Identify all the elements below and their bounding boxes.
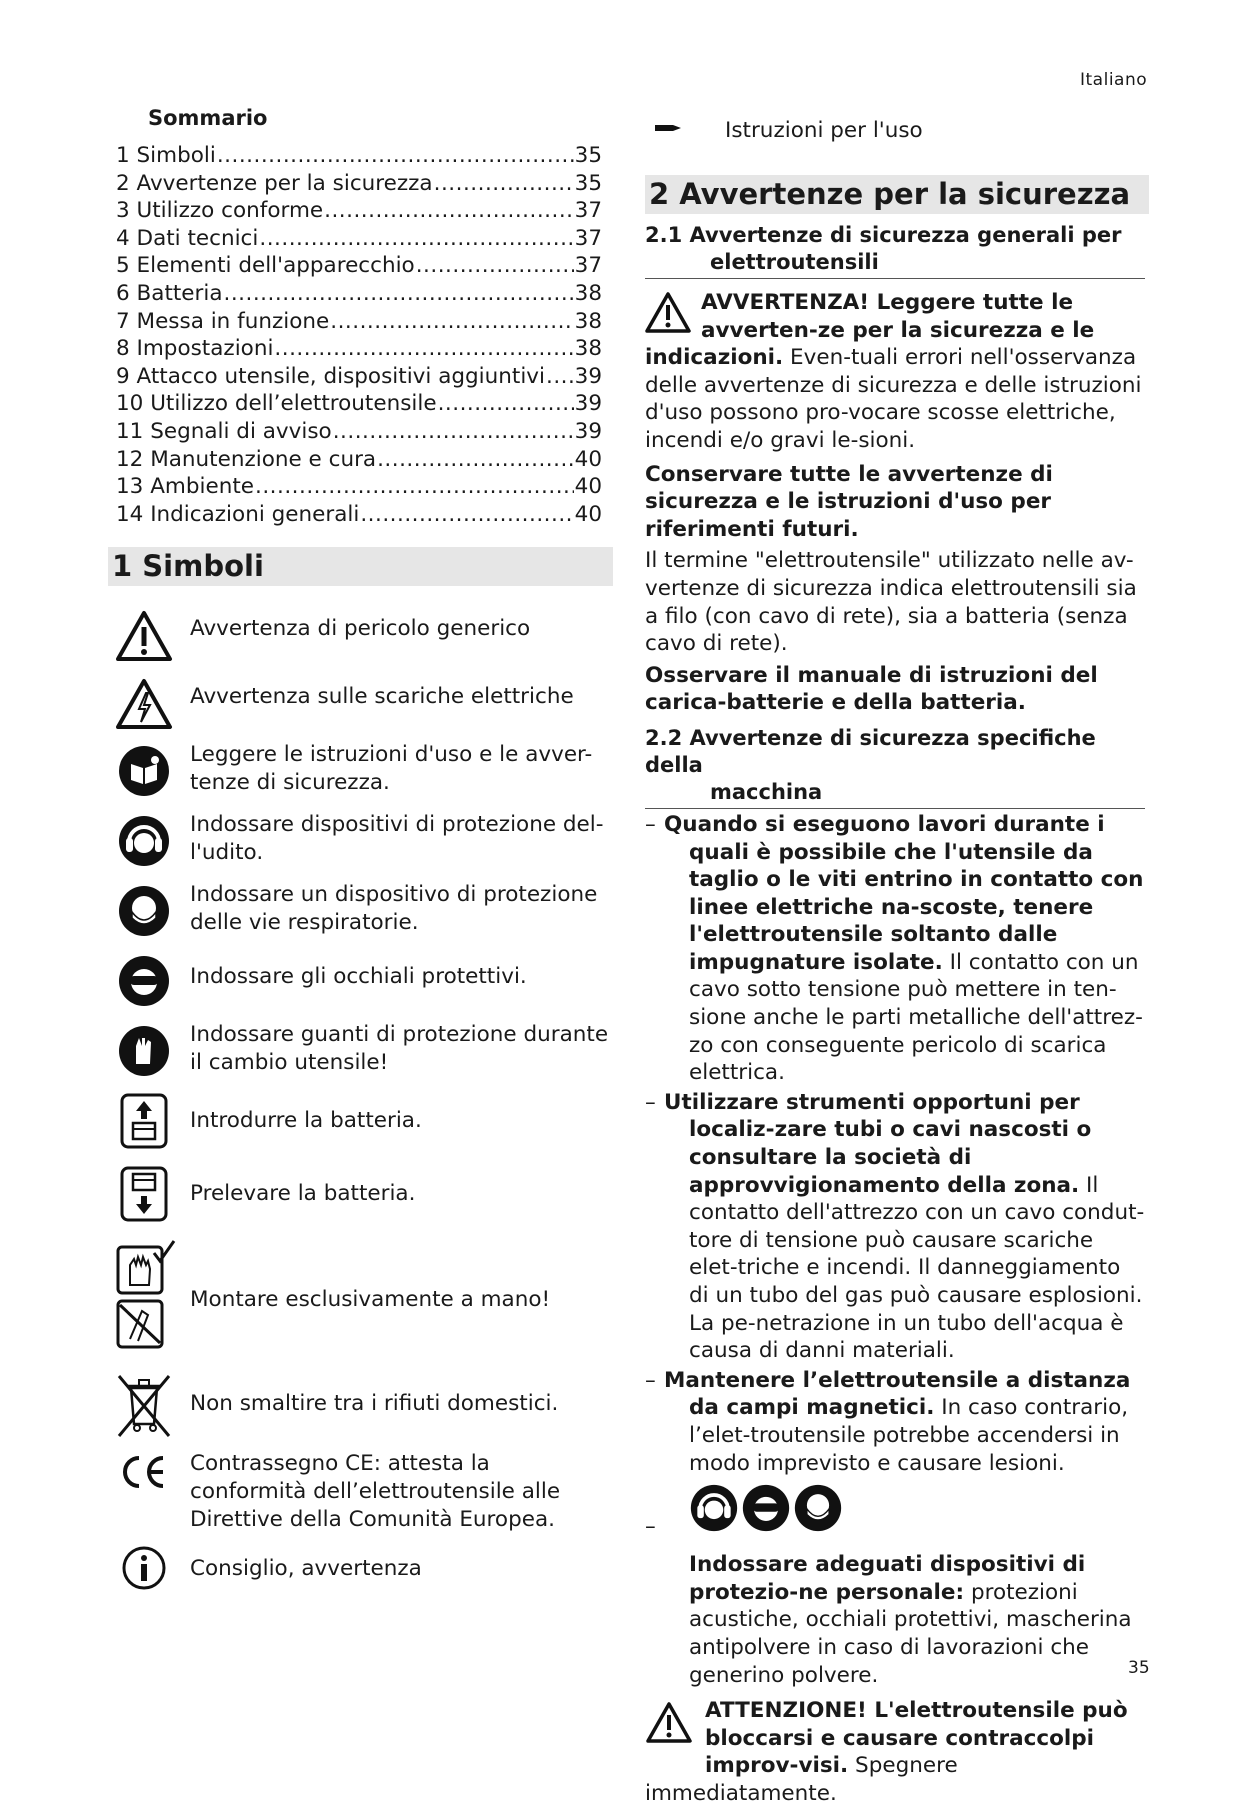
- toc-entry[interactable]: 5 Elementi dell'apparecchio ..... 37: [116, 253, 602, 281]
- eye-protection-icon: [741, 1483, 791, 1539]
- ear-protection-icon: [689, 1483, 739, 1539]
- ear-protection-icon: [108, 805, 180, 877]
- toc-entry[interactable]: 4 Dati tecnici ..... 37: [116, 226, 602, 254]
- remove-battery-icon: [108, 1158, 180, 1230]
- arrow-icon: [655, 120, 681, 139]
- no-household-waste-icon: [108, 1370, 180, 1442]
- safety-content: [645, 222, 1145, 1808]
- respiratory-protection-icon: [108, 875, 180, 947]
- caution-block: ATTENZIONE! L'elettroutensile può bloccarsi e causare contraccolpi improv-visi. Spegnere immediatamente.: [645, 1698, 1128, 1806]
- toc-entry[interactable]: 2 Avvertenze per la sicurezza ..... 35: [116, 171, 602, 199]
- read-manual-icon: [108, 735, 180, 807]
- section-heading-safety: 2 Avvertenze per la sicurezza: [645, 175, 1149, 214]
- electric-warning-icon: [108, 668, 180, 740]
- term-definition-text: Il termine "elettroutensile" utilizzato nelle av-vertenze di sicurezza indica elettroutensili sia a filo (con cavo di rete), sia a batteria (senza cavo di rete).: [645, 548, 1137, 657]
- list-item: – Utilizzare strumenti opportuni per localiz-zare tubi o cavi nascosti o consultare la società di approvvigionamento della zona. Il contatto dell'attrezzo con un cavo condut-tore di tensione può causare scariche elet-triche e incendi. Il danneggiamento di un tubo del gas può causare esplosioni. La pe-netrazione in un tubo dell'acqua è causa di danni materiali.: [645, 1089, 1145, 1364]
- list-item: – Quando si eseguono lavori durante i quali è possibile che l'utensile da taglio o le viti entrino in contatto con linee elettriche na-scoste, tenere l'elettroutensile soltanto dalle impugnature isolate. Il contatto con un cavo sotto tensione può mettere in ten-sione anche le parti metalliche dell'attrez-zo con conseguente pericolo di scarica elettrica.: [645, 811, 1144, 1086]
- toc-entry[interactable]: 9 Attacco utensile, dispositivi aggiuntivi ..... 39: [116, 364, 602, 392]
- toc-entry[interactable]: 8 Impostazioni ..... 38: [116, 336, 602, 364]
- instructions-label: Istruzioni per l'uso: [725, 118, 923, 143]
- table-of-contents: [116, 143, 602, 529]
- warning-triangle-icon: [645, 1701, 705, 1753]
- page-number: 35: [1128, 1658, 1150, 1678]
- charger-manual-text: Osservare il manuale di istruzioni del carica-batterie e della batteria.: [645, 662, 1098, 716]
- toc-entry[interactable]: 13 Ambiente ..... 40: [116, 474, 602, 502]
- info-icon: [108, 1540, 180, 1596]
- toc-title: Sommario: [148, 106, 268, 130]
- toc-entry[interactable]: 12 Manutenzione e cura ..... 40: [116, 447, 602, 475]
- respiratory-protection-icon: [793, 1483, 843, 1539]
- subheading-2-1: 2.1 Avvertenze di sicurezza generali per elettroutensili: [645, 222, 1145, 279]
- subheading-2-2: 2.2 Avvertenze di sicurezza specifiche della macchina: [645, 725, 1145, 809]
- keep-instructions-text: Conservare tutte le avvertenze di sicurezza e le istruzioni d'uso per riferimenti futuri.: [645, 461, 1053, 542]
- warning-triangle-icon: [108, 600, 180, 672]
- ce-mark-icon: [108, 1444, 180, 1500]
- warning-triangle-icon: [645, 291, 701, 343]
- toc-entry[interactable]: 7 Messa in funzione ..... 38: [116, 309, 602, 337]
- general-warning-block: AVVERTENZA! Leggere tutte le avverten-ze per la sicurezza e le indicazioni. Even-tuali errori nell'osservanza delle avvertenze di sicurezza e delle istruzioni d'uso possono pro-vocare scosse elettriche, incendi e/o gravi le-sioni.: [645, 290, 1142, 453]
- toc-entry[interactable]: 1 Simboli ..... 35: [116, 143, 602, 171]
- section-heading-symbols: 1 Simboli: [108, 547, 613, 586]
- list-item: – Mantenere l’elettroutensile a distanza da campi magnetici. In caso contrario, l’elet-troutensile potrebbe accendersi in modo imprevisto e causare lesioni.: [645, 1367, 1131, 1476]
- ppe-icons: [689, 1483, 1145, 1539]
- insert-battery-icon: [108, 1085, 180, 1157]
- toc-entry[interactable]: 10 Utilizzo dell’elettroutensile ..... 39: [116, 391, 602, 419]
- list-item: – Indossare adeguati dispositivi di protezio-ne personale: protezioni acustiche, occhiali protettivi, mascherina antipolvere in caso di lavorazioni che generino polvere.: [645, 1483, 1145, 1689]
- toc-entry[interactable]: 3 Utilizzo conforme ..... 37: [116, 198, 602, 226]
- toc-entry[interactable]: 6 Batteria ..... 38: [116, 281, 602, 309]
- language-label: Italiano: [1080, 70, 1148, 90]
- eye-protection-icon: [108, 945, 180, 1017]
- gloves-icon: [108, 1015, 180, 1087]
- hand-mount-icon: [108, 1238, 180, 1358]
- toc-entry[interactable]: 14 Indicazioni generali ..... 40: [116, 502, 602, 530]
- toc-entry[interactable]: 11 Segnali di avviso ..... 39: [116, 419, 602, 447]
